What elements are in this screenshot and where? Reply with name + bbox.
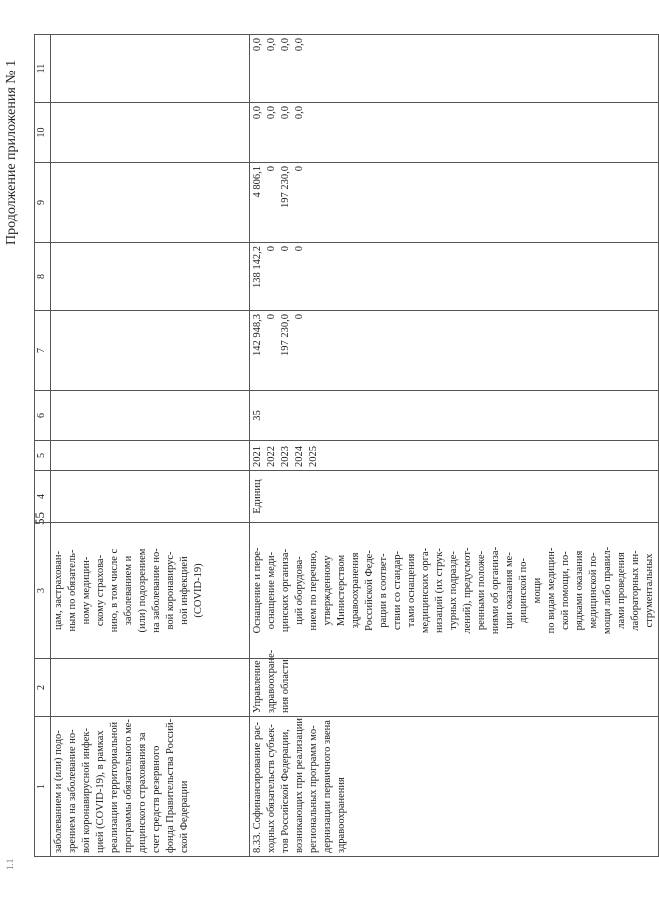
total-cell	[250, 311, 659, 391]
text-line: вой коронавирус-	[165, 551, 176, 630]
cell-value: 2024	[294, 446, 305, 467]
continuation-label: Продолжение приложения № 1	[4, 59, 19, 245]
column-number: 2	[35, 659, 51, 717]
target-value-cell: 35	[250, 391, 659, 441]
cell-value: 2025	[308, 446, 319, 467]
text-line: оснащение меди-	[266, 551, 277, 630]
text-line: медицинской по-	[588, 552, 599, 629]
cell-value: 0	[266, 314, 277, 320]
table-row	[51, 35, 250, 857]
cell-value: 4 806,1	[252, 166, 263, 198]
column-number: 5	[35, 441, 51, 471]
cell-value: 138 142,2	[252, 246, 263, 288]
text-line: региональных программ мо-	[308, 725, 319, 853]
text-line: по видам медицин-	[546, 547, 557, 634]
text-line: дицинской по-	[518, 558, 529, 623]
text-line: фонда Правительства Россий-	[165, 718, 176, 853]
cell-value: 142 948,3	[252, 314, 263, 356]
text-line: вой коронавирусной инфек-	[81, 728, 92, 853]
text-line: программы обязательного ме-	[123, 719, 134, 853]
text-line: цинских организа-	[280, 548, 291, 633]
document-table	[34, 34, 659, 857]
cell-value: 0	[294, 314, 305, 320]
cell-value: 0	[266, 246, 277, 252]
text-line: возникающих при реализации	[294, 718, 305, 853]
text-line: ции оказания ме-	[504, 552, 515, 629]
column-number: 7	[35, 311, 51, 391]
text-line: ным по обязатель-	[67, 549, 78, 632]
text-line: струментальных	[644, 553, 655, 628]
other-sources-cell	[250, 35, 659, 103]
column-number: 11	[35, 35, 51, 103]
municipal-cell	[250, 103, 659, 163]
text-line: заболеванием и (или) подо-	[53, 730, 64, 853]
column-number: 9	[35, 163, 51, 243]
text-line: утвержденному	[322, 555, 333, 626]
text-line: здравоохранения	[350, 552, 361, 629]
cell-value: 0	[266, 166, 277, 172]
text-line: здравоохранения	[336, 777, 347, 853]
unit-cell: Единиц	[250, 471, 659, 523]
text-lines	[251, 720, 349, 853]
text-line: дернизации первичного звена	[322, 720, 333, 853]
cell-value: 0,0	[252, 106, 263, 120]
value-list	[251, 38, 307, 99]
text-line: на заболевание но-	[151, 548, 162, 633]
value-list	[251, 246, 307, 307]
text-line: лабораторных ин-	[630, 550, 641, 631]
regional-cell	[250, 163, 659, 243]
text-line: 8.33. Софинансирование рас-	[252, 721, 263, 853]
cell-value: 0	[294, 166, 305, 172]
executor-cell	[51, 659, 250, 717]
column-number: 1	[35, 717, 51, 857]
text-line: скому страхова-	[95, 554, 106, 627]
text-line: низаций (их струк-	[434, 548, 445, 633]
text-line: нию, в том числе с	[109, 548, 120, 633]
text-line: ренными положе-	[476, 550, 487, 631]
text-line: (COVID-19)	[193, 563, 204, 618]
text-line: ходных обязательств субъек-	[266, 724, 277, 853]
column-number-row	[35, 35, 51, 857]
column-number: 8	[35, 243, 51, 311]
text-line: тов Российской Федерации,	[280, 729, 291, 853]
text-line: реализации территориальной	[109, 721, 120, 853]
cell-value: 2021	[252, 446, 263, 467]
column-number: 3	[35, 523, 51, 659]
table-row	[250, 35, 659, 857]
text-line: ному медицин-	[81, 556, 92, 625]
cell-value: 197 230,0	[280, 166, 291, 208]
year-list	[251, 444, 321, 467]
text-line: лами проведения	[616, 552, 627, 629]
text-line: счет средств резервного	[151, 745, 162, 853]
executor-cell	[250, 649, 659, 717]
cell-value: 197 230,0	[280, 314, 291, 356]
value-list	[251, 166, 307, 239]
activity-cell	[250, 717, 659, 857]
federal-cell	[250, 243, 659, 311]
text-line: здравоохране-	[266, 649, 277, 713]
text-line: ниями об организа-	[490, 546, 501, 635]
text-line: тами оснащения	[406, 553, 417, 628]
cell-value: 0,0	[280, 106, 291, 120]
cell-value: 0	[280, 246, 291, 252]
indicator-cell	[51, 523, 250, 659]
text-line: дицинского страхования за	[137, 732, 148, 853]
text-line: зрением на заболевание но-	[67, 729, 78, 853]
text-line: Оснащение и пере-	[252, 547, 263, 634]
text-line: ской Федерации	[179, 780, 190, 853]
text-line: лений), предусмот-	[462, 547, 473, 634]
text-line: цией (COVID-19), в рамках	[95, 730, 106, 853]
text-line: медицинских орга-	[420, 547, 431, 634]
cell-value: 2023	[280, 446, 291, 467]
cell-value: 0,0	[266, 106, 277, 120]
text-line: ной инфекцией	[179, 556, 190, 625]
text-line: Российской Феде-	[364, 550, 375, 631]
cell-value: 0,0	[294, 38, 305, 52]
value-list	[251, 314, 307, 387]
page-number: 55	[32, 512, 47, 525]
text-line: рации в соответ-	[378, 553, 389, 628]
text-line: ствии со стандар-	[392, 551, 403, 631]
column-number: 6	[35, 391, 51, 441]
text-lines	[52, 720, 192, 853]
text-line: нием по перечню,	[308, 550, 319, 631]
text-line: турных подразде-	[448, 551, 459, 630]
indicator-cell	[250, 523, 659, 659]
text-line: Управление	[252, 660, 263, 713]
scan-mark: 1.1	[5, 858, 15, 870]
cell-value: 0,0	[266, 38, 277, 52]
cell-value: 0,0	[252, 38, 263, 52]
text-line: цам, застрахован-	[53, 551, 64, 630]
column-number: 4	[35, 471, 51, 523]
text-line: ций оборудова-	[294, 556, 305, 625]
text-line: Министерством	[336, 554, 347, 627]
text-line: (или) подозрением	[137, 548, 148, 633]
text-line: ской помощи, по-	[560, 551, 571, 630]
text-line: ния области	[280, 659, 291, 713]
cell-value: 0,0	[280, 38, 291, 52]
text-line: мощи	[532, 577, 543, 604]
value-list	[251, 106, 307, 159]
cell-value: 2022	[266, 446, 277, 467]
text-lines	[251, 649, 293, 713]
text-line: мощи либо правил-	[602, 546, 613, 635]
column-number: 10	[35, 103, 51, 163]
activity-cell	[51, 717, 250, 857]
cell-value: 0,0	[294, 106, 305, 120]
text-lines	[52, 526, 206, 655]
years-cell	[250, 441, 659, 471]
text-line: заболеванием и	[123, 555, 134, 626]
text-line: рядками оказания	[574, 550, 585, 631]
cell-value: 0	[294, 246, 305, 252]
text-lines	[251, 526, 657, 655]
